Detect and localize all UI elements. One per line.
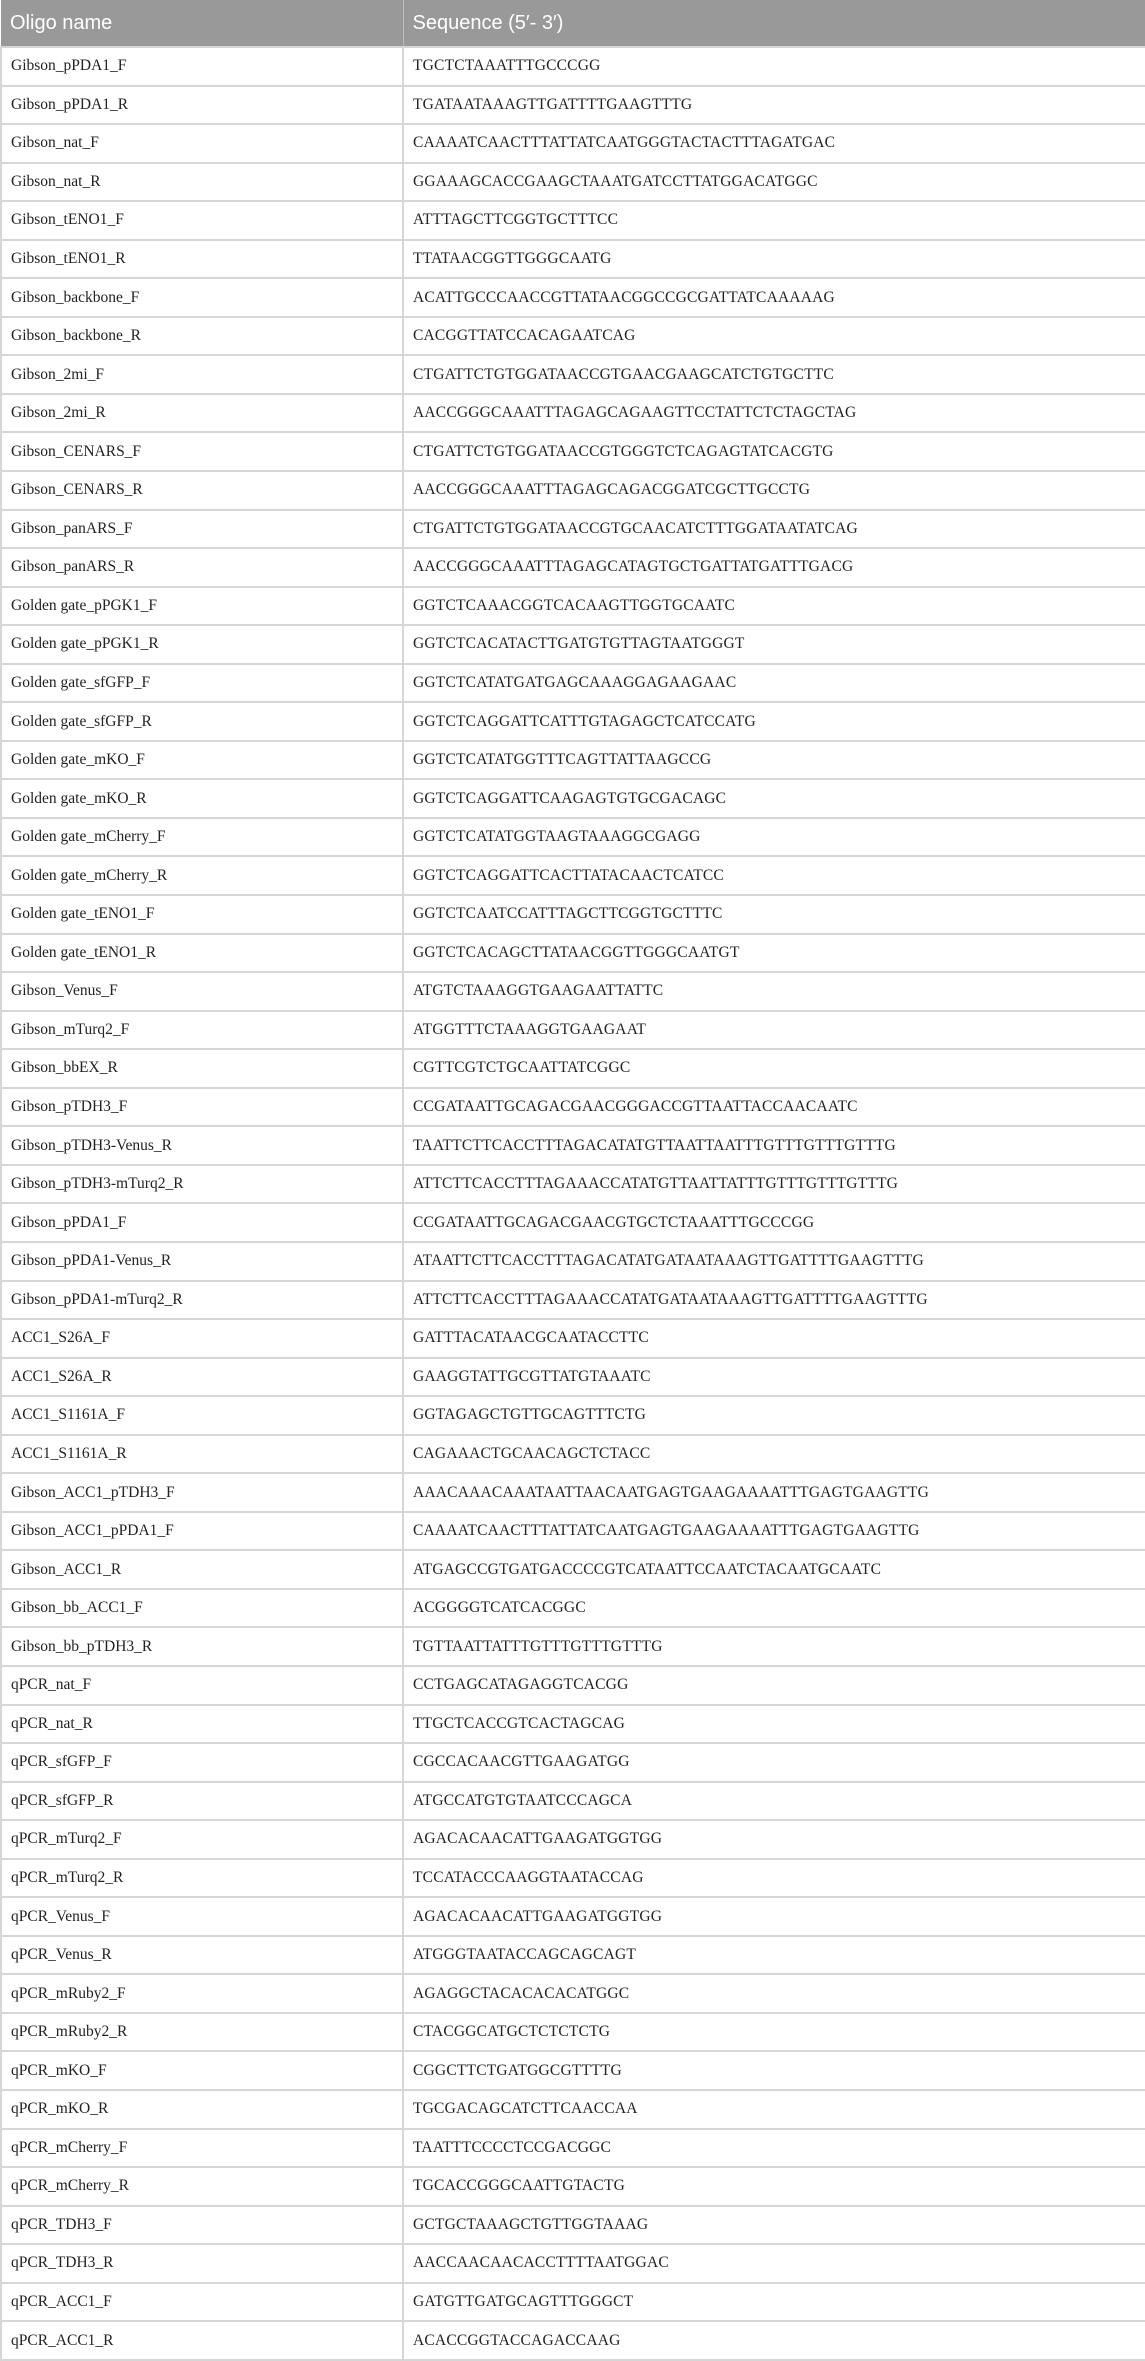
table-row	[1, 86, 1145, 125]
oligo-name-cell: Golden gate_pPGK1_F	[1, 587, 403, 626]
oligo-name-cell: qPCR_mKO_R	[1, 2090, 403, 2129]
table-row	[1, 278, 1145, 317]
table-row	[1, 2013, 1145, 2052]
sequence-cell: GGTCTCAGGATTCAAGAGTGTGCGACAGC	[403, 779, 1145, 818]
table-row	[1, 1473, 1145, 1512]
sequence-cell: CGTTCGTCTGCAATTATCGGC	[403, 1049, 1145, 1088]
oligo-name-cell: Gibson_pTDH3-Venus_R	[1, 1126, 403, 1165]
table-row	[1, 201, 1145, 240]
sequence-cell: AACCGGGCAAATTTAGAGCATAGTGCTGATTATGATTTGACG	[403, 548, 1145, 587]
oligo-name-cell: Gibson_2mi_R	[1, 394, 403, 433]
sequence-cell: CACGGTTATCCACAGAATCAG	[403, 317, 1145, 356]
table-row	[1, 548, 1145, 587]
table-row	[1, 471, 1145, 510]
sequence-cell: GGTCTCATATGGTAAGTAAAGGCGAGG	[403, 818, 1145, 857]
sequence-cell: GAAGGTATTGCGTTATGTAAATC	[403, 1358, 1145, 1397]
sequence-cell: ATGTCTAAAGGTGAAGAATTATTC	[403, 972, 1145, 1011]
oligo-name-cell: Gibson_bbEX_R	[1, 1049, 403, 1088]
sequence-cell: AACCGGGCAAATTTAGAGCAGAAGTTCCTATTCTCTAGCTAG	[403, 394, 1145, 433]
table-row	[1, 934, 1145, 973]
oligo-name-cell: qPCR_TDH3_F	[1, 2206, 403, 2245]
sequence-cell: GGTCTCACAGCTTATAACGGTTGGGCAATGT	[403, 934, 1145, 973]
table-row	[1, 741, 1145, 780]
table-row	[1, 2283, 1145, 2322]
sequence-cell: GGTCTCACATACTTGATGTGTTAGTAATGGGT	[403, 625, 1145, 664]
oligo-name-cell: qPCR_Venus_F	[1, 1897, 403, 1936]
sequence-cell: AGACACAACATTGAAGATGGTGG	[403, 1897, 1145, 1936]
oligo-name-cell: qPCR_ACC1_F	[1, 2283, 403, 2322]
sequence-cell: CTGATTCTGTGGATAACCGTGGGTCTCAGAGTATCACGTG	[403, 432, 1145, 471]
sequence-cell: AGACACAACATTGAAGATGGTGG	[403, 1820, 1145, 1859]
oligo-name-cell: Golden gate_tENO1_F	[1, 895, 403, 934]
oligo-name-cell: qPCR_TDH3_R	[1, 2244, 403, 2283]
oligo-name-cell: Golden gate_pPGK1_R	[1, 625, 403, 664]
oligo-name-cell: Gibson_pPDA1_R	[1, 86, 403, 125]
sequence-cell: CCGATAATTGCAGACGAACGTGCTCTAAATTTGCCCGG	[403, 1203, 1145, 1242]
oligo-name-cell: Gibson_backbone_F	[1, 278, 403, 317]
sequence-cell: CCTGAGCATAGAGGTCACGG	[403, 1666, 1145, 1705]
sequence-cell: GGTCTCAATCCATTTAGCTTCGGTGCTTTC	[403, 895, 1145, 934]
table-row	[1, 2206, 1145, 2245]
table-row	[1, 240, 1145, 279]
sequence-cell: GCTGCTAAAGCTGTTGGTAAAG	[403, 2206, 1145, 2245]
oligo-name-cell: Golden gate_mCherry_R	[1, 856, 403, 895]
sequence-cell: TAATTCTTCACCTTTAGACATATGTTAATTAATTTGTTTGTTTGTTTG	[403, 1126, 1145, 1165]
sequence-cell: GGTCTCATATGATGAGCAAAGGAGAAGAAC	[403, 664, 1145, 703]
oligo-name-cell: Gibson_pPDA1_F	[1, 47, 403, 86]
oligo-name-cell: qPCR_nat_F	[1, 1666, 403, 1705]
sequence-cell: GGTCTCAGGATTCACTTATACAACTCATCC	[403, 856, 1145, 895]
table-row	[1, 1011, 1145, 1050]
oligo-name-cell: Gibson_pPDA1-Venus_R	[1, 1242, 403, 1281]
table-row	[1, 2244, 1145, 2283]
oligo-name-cell: qPCR_sfGFP_R	[1, 1782, 403, 1821]
sequence-cell: ATTCTTCACCTTTAGAAACCATATGATAATAAAGTTGATTTTGAAGTTTG	[403, 1281, 1145, 1320]
sequence-cell: AACCAACAACACCTTTTAATGGAC	[403, 2244, 1145, 2283]
table-row	[1, 587, 1145, 626]
table-row	[1, 317, 1145, 356]
oligo-name-cell: ACC1_S26A_F	[1, 1319, 403, 1358]
sequence-cell: ATAATTCTTCACCTTTAGACATATGATAATAAAGTTGATTTTGAAGTTTG	[403, 1242, 1145, 1281]
sequence-cell: ATGAGCCGTGATGACCCCGTCATAATTCCAATCTACAATGCAATC	[403, 1550, 1145, 1589]
oligo-name-cell: Gibson_bb_ACC1_F	[1, 1589, 403, 1628]
oligo-name-cell: qPCR_mCherry_F	[1, 2129, 403, 2168]
header-oligo-name: Oligo name	[10, 11, 113, 34]
oligo-name-cell: Gibson_panARS_F	[1, 510, 403, 549]
table-body	[1, 47, 1145, 2360]
sequence-cell: CAAAATCAACTTTATTATCAATGAGTGAAGAAAATTTGAGTGAAGTTG	[403, 1512, 1145, 1551]
sequence-cell: AACCGGGCAAATTTAGAGCAGACGGATCGCTTGCCTG	[403, 471, 1145, 510]
table-row	[1, 1936, 1145, 1975]
table-row	[1, 1666, 1145, 1705]
sequence-cell: GGTCTCATATGGTTTCAGTTATTAAGCCG	[403, 741, 1145, 780]
table-row	[1, 1126, 1145, 1165]
table-row	[1, 1782, 1145, 1821]
oligo-name-cell: Gibson_nat_F	[1, 124, 403, 163]
table-row	[1, 124, 1145, 163]
sequence-cell: TCCATACCCAAGGTAATACCAG	[403, 1859, 1145, 1898]
table-row	[1, 1743, 1145, 1782]
table-row	[1, 1627, 1145, 1666]
sequence-cell: TGCTCTAAATTTGCCCGG	[403, 47, 1145, 86]
oligo-name-cell: Gibson_pTDH3_F	[1, 1088, 403, 1127]
oligo-name-cell: Gibson_nat_R	[1, 163, 403, 202]
oligo-name-cell: qPCR_mRuby2_F	[1, 1974, 403, 2013]
oligo-name-cell: Golden gate_sfGFP_F	[1, 664, 403, 703]
table-row	[1, 1897, 1145, 1936]
oligo-name-cell: qPCR_nat_R	[1, 1705, 403, 1744]
table-row	[1, 1358, 1145, 1397]
table-row	[1, 1203, 1145, 1242]
sequence-cell: GGTAGAGCTGTTGCAGTTTCTG	[403, 1396, 1145, 1435]
oligo-name-cell: Golden gate_tENO1_R	[1, 934, 403, 973]
table-row	[1, 1512, 1145, 1551]
table-row	[1, 2129, 1145, 2168]
table-row	[1, 1281, 1145, 1320]
oligo-name-cell: ACC1_S26A_R	[1, 1358, 403, 1397]
oligo-name-cell: Golden gate_mCherry_F	[1, 818, 403, 857]
oligo-name-cell: Gibson_CENARS_R	[1, 471, 403, 510]
sequence-cell: CTACGGCATGCTCTCTCTG	[403, 2013, 1145, 2052]
oligo-name-cell: qPCR_mTurq2_F	[1, 1820, 403, 1859]
table-row	[1, 895, 1145, 934]
sequence-cell: CTGATTCTGTGGATAACCGTGAACGAAGCATCTGTGCTTC	[403, 355, 1145, 394]
oligo-name-cell: Gibson_backbone_R	[1, 317, 403, 356]
sequence-cell: ACGGGGTCATCACGGC	[403, 1589, 1145, 1628]
sequence-cell: CCGATAATTGCAGACGAACGGGACCGTTAATTACCAACAATC	[403, 1088, 1145, 1127]
sequence-cell: ACACCGGTACCAGACCAAG	[403, 2321, 1145, 2360]
table-row	[1, 1859, 1145, 1898]
table-row	[1, 1088, 1145, 1127]
sequence-cell: CAGAAACTGCAACAGCTCTACC	[403, 1435, 1145, 1474]
table-row	[1, 1589, 1145, 1628]
sequence-cell: CGGCTTCTGATGGCGTTTTG	[403, 2051, 1145, 2090]
sequence-cell: TTATAACGGTTGGGCAATG	[403, 240, 1145, 279]
table-row	[1, 2321, 1145, 2360]
sequence-cell: ATGGTTTCTAAAGGTGAAGAAT	[403, 1011, 1145, 1050]
table-row	[1, 1049, 1145, 1088]
table-row	[1, 1820, 1145, 1859]
oligo-name-cell: Gibson_Venus_F	[1, 972, 403, 1011]
oligo-name-cell: ACC1_S1161A_R	[1, 1435, 403, 1474]
oligo-name-cell: qPCR_sfGFP_F	[1, 1743, 403, 1782]
oligo-name-cell: Gibson_pTDH3-mTurq2_R	[1, 1165, 403, 1204]
oligo-name-cell: Gibson_pPDA1_F	[1, 1203, 403, 1242]
sequence-cell: ATTTAGCTTCGGTGCTTTCC	[403, 201, 1145, 240]
table-row	[1, 394, 1145, 433]
table-row	[1, 2090, 1145, 2129]
table-row	[1, 1550, 1145, 1589]
table-row	[1, 355, 1145, 394]
table-row	[1, 47, 1145, 86]
table-row	[1, 1435, 1145, 1474]
sequence-cell: TTGCTCACCGTCACTAGCAG	[403, 1705, 1145, 1744]
oligo-name-cell: Gibson_CENARS_F	[1, 432, 403, 471]
sequence-cell: ATGCCATGTGTAATCCCAGCA	[403, 1782, 1145, 1821]
table-row	[1, 2167, 1145, 2206]
sequence-cell: GATTTACATAACGCAATACCTTC	[403, 1319, 1145, 1358]
oligo-name-cell: Gibson_pPDA1-mTurq2_R	[1, 1281, 403, 1320]
table-row	[1, 856, 1145, 895]
table-row	[1, 664, 1145, 703]
sequence-cell: ATGGGTAATACCAGCAGCAGT	[403, 1936, 1145, 1975]
oligo-name-cell: qPCR_mTurq2_R	[1, 1859, 403, 1898]
oligo-name-cell: qPCR_mKO_F	[1, 2051, 403, 2090]
oligo-name-cell: Gibson_ACC1_R	[1, 1550, 403, 1589]
table-row	[1, 1242, 1145, 1281]
table-row	[1, 818, 1145, 857]
table-row	[1, 2051, 1145, 2090]
table-row	[1, 1165, 1145, 1204]
sequence-cell: AAACAAACAAATAATTAACAATGAGTGAAGAAAATTTGAGTGAAGTTG	[403, 1473, 1145, 1512]
sequence-cell: TGATAATAAAGTTGATTTTGAAGTTTG	[403, 86, 1145, 125]
table-row	[1, 779, 1145, 818]
header-sequence: Sequence (5′- 3′)	[403, 0, 1145, 47]
sequence-cell: GGTCTCAGGATTCATTTGTAGAGCTCATCCATG	[403, 702, 1145, 741]
oligo-name-cell: Gibson_2mi_F	[1, 355, 403, 394]
sequence-cell: GGTCTCAAACGGTCACAAGTTGGTGCAATC	[403, 587, 1145, 626]
oligo-name-cell: Gibson_bb_pTDH3_R	[1, 1627, 403, 1666]
oligo-name-cell: Gibson_tENO1_F	[1, 201, 403, 240]
oligo-name-cell: Golden gate_sfGFP_R	[1, 702, 403, 741]
oligo-name-cell: qPCR_Venus_R	[1, 1936, 403, 1975]
table-row	[1, 432, 1145, 471]
oligo-name-cell: Golden gate_mKO_R	[1, 779, 403, 818]
sequence-cell: TGCACCGGGCAATTGTACTG	[403, 2167, 1145, 2206]
table-row	[1, 702, 1145, 741]
sequence-cell: AGAGGCTACACACACATGGC	[403, 1974, 1145, 2013]
sequence-cell: TGCGACAGCATCTTCAACCAA	[403, 2090, 1145, 2129]
oligo-name-cell: Gibson_panARS_R	[1, 548, 403, 587]
table-row	[1, 1319, 1145, 1358]
oligo-name-cell: Gibson_ACC1_pTDH3_F	[1, 1473, 403, 1512]
table-row	[1, 625, 1145, 664]
table-row	[1, 1705, 1145, 1744]
oligo-name-cell: Gibson_tENO1_R	[1, 240, 403, 279]
sequence-cell: CTGATTCTGTGGATAACCGTGCAACATCTTTGGATAATATCAG	[403, 510, 1145, 549]
table-row	[1, 163, 1145, 202]
sequence-cell: CAAAATCAACTTTATTATCAATGGGTACTACTTTAGATGAC	[403, 124, 1145, 163]
table-row	[1, 1396, 1145, 1435]
oligo-name-cell: Gibson_ACC1_pPDA1_F	[1, 1512, 403, 1551]
oligo-name-cell: Golden gate_mKO_F	[1, 741, 403, 780]
oligo-name-cell: qPCR_mRuby2_R	[1, 2013, 403, 2052]
sequence-cell: TAATTTCCCCTCCGACGGC	[403, 2129, 1145, 2168]
header-row	[1, 0, 1145, 47]
oligo-name-cell: qPCR_mCherry_R	[1, 2167, 403, 2206]
table-header	[1, 0, 1145, 47]
sequence-cell: ATTCTTCACCTTTAGAAACCATATGTTAATTATTTGTTTGTTTGTTTG	[403, 1165, 1145, 1204]
oligo-name-cell: ACC1_S1161A_F	[1, 1396, 403, 1435]
table-row	[1, 972, 1145, 1011]
table-row	[1, 1974, 1145, 2013]
oligo-name-cell: Gibson_mTurq2_F	[1, 1011, 403, 1050]
sequence-cell: TGTTAATTATTTGTTTGTTTGTTTG	[403, 1627, 1145, 1666]
table-row	[1, 510, 1145, 549]
sequence-cell: GATGTTGATGCAGTTTGGGCT	[403, 2283, 1145, 2322]
sequence-cell: GGAAAGCACCGAAGCTAAATGATCCTTATGGACATGGC	[403, 163, 1145, 202]
sequence-cell: ACATTGCCCAACCGTTATAACGGCCGCGATTATCAAAAAG	[403, 278, 1145, 317]
sequence-cell: CGCCACAACGTTGAAGATGG	[403, 1743, 1145, 1782]
oligo-name-cell: qPCR_ACC1_R	[1, 2321, 403, 2360]
